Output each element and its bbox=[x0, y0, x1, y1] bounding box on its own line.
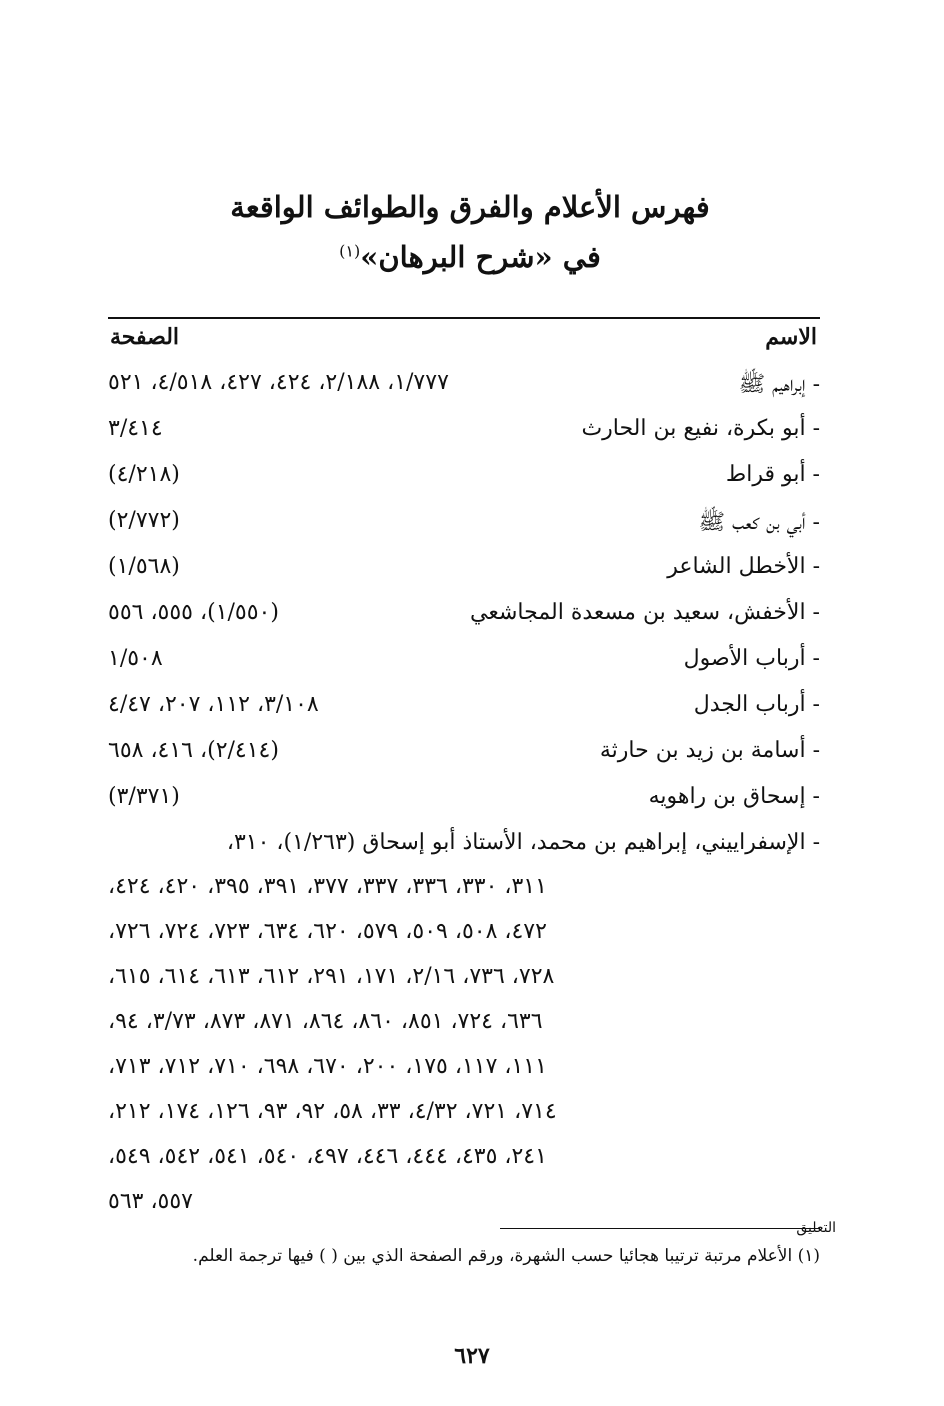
entry-name: - إسحاق بن راهويه bbox=[648, 784, 820, 809]
long-entry-first-line: - الإسفراييني، إبراهيم بن محمد، الأستاذ أبو إسحاق (١/٢٦٣)، ٣١٠، bbox=[226, 830, 820, 855]
entry-pages: (٢/٧٧٢) bbox=[108, 508, 180, 533]
entry-pages: ١/٥٠٨ bbox=[108, 646, 163, 671]
entry-pages: (١/٥٦٨) bbox=[108, 554, 180, 579]
entry-name: - الأخفش، سعيد بن مسعدة المجاشعي bbox=[470, 600, 820, 625]
index-entry bbox=[108, 738, 820, 778]
subtitle-text: في «شرح البرهان» bbox=[360, 240, 601, 274]
footnote-rule bbox=[500, 1228, 820, 1229]
long-entry-line: ٧٢٨، ٧٣٦، ٢/١٦، ١٧١، ٢٩١، ٦١٢، ٦١٣، ٦١٤، ٦١٥، bbox=[108, 964, 555, 989]
entry-pages: (١/٥٥٠)، ٥٥٥، ٥٥٦ bbox=[108, 600, 279, 625]
entry-name: - أرباب الجدل bbox=[693, 692, 820, 717]
long-entry-line: ٣١١، ٣٣٠، ٣٣٦، ٣٣٧، ٣٧٧، ٣٩١، ٣٩٥، ٤٢٠، ٤٢٤، bbox=[108, 874, 547, 899]
entry-pages: ٣/١٠٨، ١١٢، ٢٠٧، ٤/٤٧ bbox=[108, 692, 319, 717]
index-entry bbox=[108, 416, 820, 456]
index-entry bbox=[108, 646, 820, 686]
index-title: فهرس الأعلام والفرق والطوائف الواقعة bbox=[230, 190, 710, 224]
footnote-text: (١) الأعلام مرتبة ترتيبا هجائيا حسب الشهرة، ورقم الصفحة الذي بين ( ) فيها ترجمة العلم. bbox=[192, 1246, 820, 1266]
index-entry bbox=[108, 600, 820, 640]
entry-pages: (٣/٣٧١) bbox=[108, 784, 180, 809]
index-entry bbox=[108, 554, 820, 594]
long-entry-line: ٤٧٢، ٥٠٨، ٥٠٩، ٥٧٩، ٦٢٠، ٦٣٤، ٧٢٣، ٧٢٤، ٧٢٦، bbox=[108, 919, 547, 944]
long-entry-line: ٥٥٧، ٥٦٣ bbox=[108, 1189, 193, 1214]
long-entry-line: ٢٤١، ٤٣٥، ٤٤٤، ٤٤٦، ٤٩٧، ٥٤٠، ٥٤١، ٥٤٢، ٥٤٩، bbox=[108, 1144, 547, 1169]
entry-pages: ٣/٤١٤ bbox=[108, 416, 163, 441]
long-entry-line: ١١١، ١١٧، ١٧٥، ٢٠٠، ٦٧٠، ٦٩٨، ٧١٠، ٧١٢، ٧١٣، bbox=[108, 1054, 547, 1079]
footnote-marker: (١) bbox=[339, 241, 361, 261]
entry-name: - أسامة بن زيد بن حارثة bbox=[599, 738, 820, 763]
footnote-label: التعليق bbox=[796, 1220, 836, 1236]
long-entry-line: ٦٣٦، ٧٢٤، ٨٥١، ٨٦٠، ٨٦٤، ٨٧١، ٨٧٣، ٣/٧٣، ٩٤، bbox=[108, 1009, 543, 1034]
index-entry bbox=[108, 370, 820, 410]
index-subtitle bbox=[120, 240, 820, 274]
index-entry bbox=[108, 508, 820, 548]
entry-pages: (٤/٢١٨) bbox=[108, 462, 180, 487]
entry-name: - أبو بكرة، نفيع بن الحارث bbox=[581, 416, 820, 441]
column-header-name: الاسم bbox=[765, 324, 817, 350]
index-entry bbox=[108, 462, 820, 502]
column-header-page: الصفحة bbox=[110, 324, 180, 350]
index-entry bbox=[108, 692, 820, 732]
index-entry bbox=[108, 784, 820, 824]
page-number: ٦٢٧ bbox=[454, 1343, 490, 1369]
entry-pages: (٢/٤١٤)، ٤١٦، ٦٥٨ bbox=[108, 738, 279, 763]
header-rule bbox=[108, 317, 820, 319]
entry-name: - أبي بن كعب ﷺ bbox=[698, 510, 820, 535]
long-entry-line: ٧١٤، ٧٢١، ٤/٣٢، ٣٣، ٥٨، ٩٢، ٩٣، ١٢٦، ١٧٤، ٢١٢، bbox=[108, 1099, 557, 1124]
entry-name: - أبو قراط bbox=[725, 462, 820, 487]
entry-name: - إبراهيم ﷺ bbox=[738, 372, 820, 397]
entry-name: - أرباب الأصول bbox=[683, 646, 820, 671]
entry-pages: ١/٧٧٧، ٢/١٨٨، ٤٢٤، ٤٢٧، ٤/٥١٨، ٥٢١ bbox=[108, 370, 449, 395]
entry-name: - الأخطل الشاعر bbox=[667, 554, 820, 579]
